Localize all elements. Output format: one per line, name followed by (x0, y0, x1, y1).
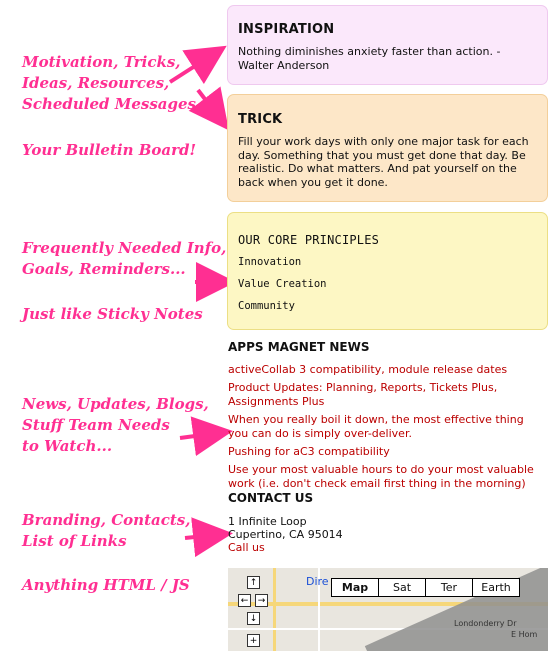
map-type-tabs (331, 578, 520, 597)
map-tab-ter[interactable]: Ter (426, 579, 473, 596)
annotation-line: Goals, Reminders... (22, 260, 186, 278)
contact-title: CONTACT US (228, 491, 314, 505)
map-tab-sat[interactable]: Sat (379, 579, 426, 596)
news-link[interactable]: Pushing for aC3 compatibility (228, 445, 390, 458)
directions-link[interactable]: Dire (306, 575, 329, 588)
street-label: Londonderry Dr (454, 619, 517, 628)
annotation-line: List of Links (22, 532, 127, 550)
principle-item: Community (238, 300, 295, 312)
pan-down-icon[interactable]: ↓ (247, 612, 260, 625)
trick-text: Fill your work days with only one major task for each day. Something that you must get done that day. Be realistic. Do what matters. And pat yourself on the back when you get it done. (238, 135, 529, 189)
annotation-sticky: Just like Sticky Notes (22, 305, 203, 323)
news-link[interactable]: activeCollab 3 compatibility, module release dates (228, 363, 508, 376)
annotation-line: Motivation, Tricks, (22, 53, 181, 71)
annotation-bulletin: Your Bulletin Board! (22, 141, 197, 159)
contact-address-line: Cupertino, CA 95014 (228, 528, 343, 541)
zoom-in-icon[interactable]: + (247, 634, 260, 647)
annotation-line: Frequently Needed Info, (22, 239, 227, 257)
arrow-trick (198, 90, 224, 124)
map-tab-map[interactable]: Map (332, 579, 379, 596)
inspiration-card (227, 5, 548, 85)
street-label: E Hom (511, 630, 538, 639)
news-title: APPS MAGNET NEWS (228, 340, 370, 354)
arrow-news (180, 432, 225, 438)
call-us-link[interactable]: Call us (228, 541, 265, 554)
arrow-inspiration (170, 50, 220, 82)
contact-block (228, 515, 343, 554)
principles-title: OUR CORE PRINCIPLES (238, 233, 380, 247)
map-tab-earth[interactable]: Earth (481, 581, 511, 594)
trick-title: TRICK (238, 112, 283, 127)
annotation-line: Stuff Team Needs (22, 416, 170, 434)
news-link[interactable]: Product Updates: Planning, Reports, Tickets Plus, Assignments Plus (228, 381, 498, 408)
news-list (228, 363, 543, 495)
annotation-line: Ideas, Resources, (22, 74, 170, 92)
principles-card (227, 212, 548, 330)
principle-item: Value Creation (238, 278, 327, 290)
arrow-contact (185, 534, 225, 538)
inspiration-title: INSPIRATION (238, 22, 335, 37)
news-link[interactable]: Use your most valuable hours to do your most valuable work (i.e. don't check email first thing in the morning) (228, 463, 534, 490)
contact-address-line: 1 Infinite Loop (228, 515, 307, 528)
principle-item: Innovation (238, 256, 302, 268)
pan-up-icon[interactable]: ↑ (247, 576, 260, 589)
news-link[interactable]: When you really boil it down, the most effective thing you can do is simply over-deliver. (228, 413, 524, 440)
annotation-line: News, Updates, Blogs, (22, 395, 209, 413)
annotation-line: Scheduled Messages (22, 95, 196, 113)
map-widget[interactable] (228, 568, 548, 651)
trick-card (227, 94, 548, 202)
map-road (273, 568, 276, 651)
pan-left-icon[interactable]: ← (238, 594, 251, 607)
annotation-anything: Anything HTML / JS (22, 576, 190, 594)
pan-right-icon[interactable]: → (255, 594, 268, 607)
annotation-line: Branding, Contacts, (22, 511, 191, 529)
annotation-line: to Watch... (22, 437, 113, 455)
inspiration-text: Nothing diminishes anxiety faster than action. - Walter Anderson (238, 45, 501, 72)
